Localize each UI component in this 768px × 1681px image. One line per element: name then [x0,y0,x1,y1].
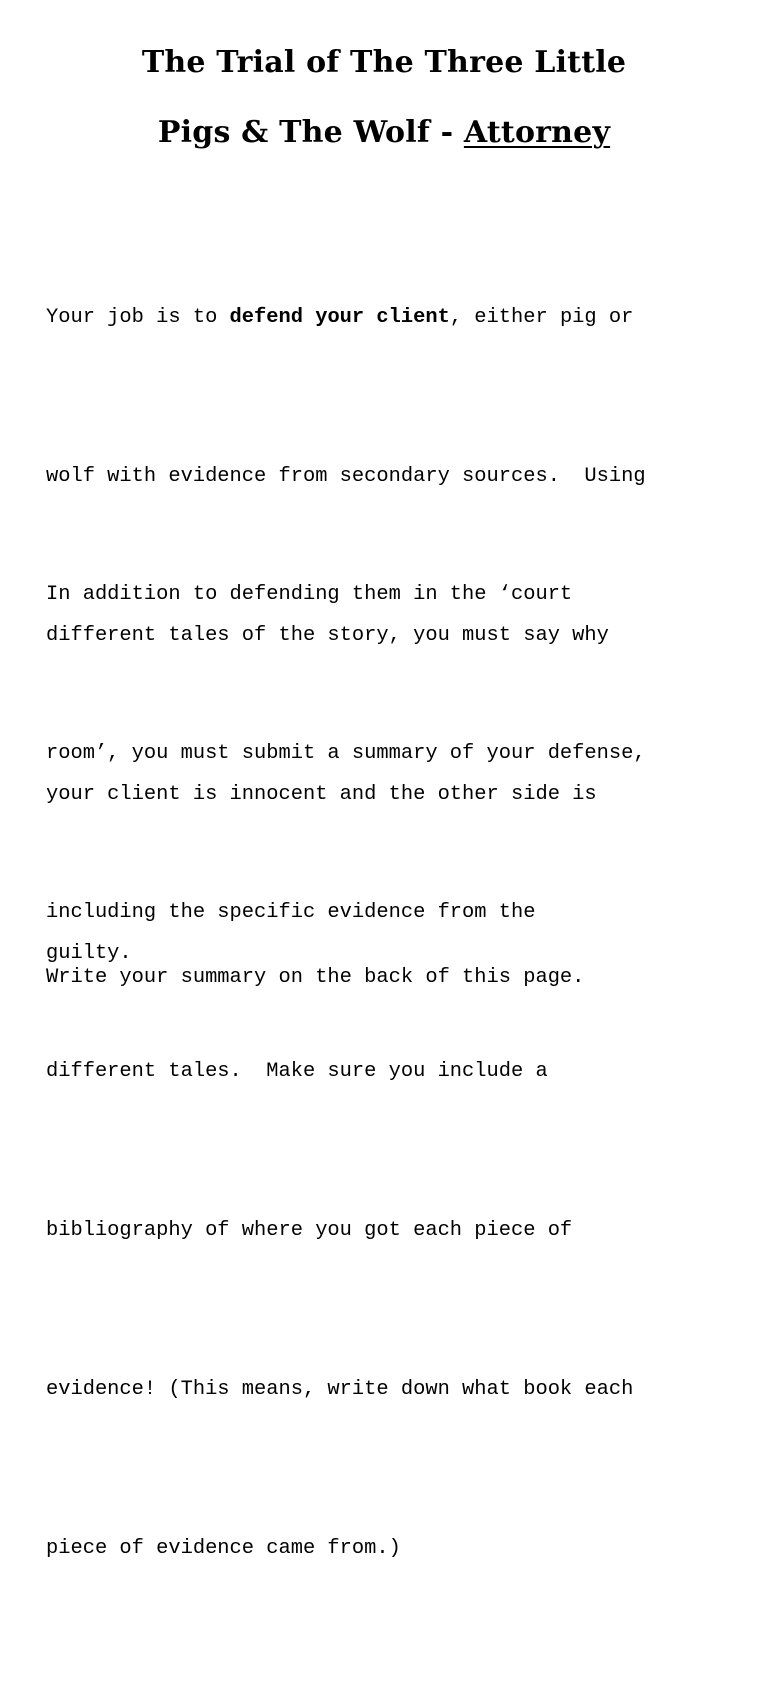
paragraph-line: room’, you must submit a summary of your defense, [46,742,646,765]
title-text: The Trial of The Three Little [141,45,627,80]
title-text-prefix: Pigs & The Wolf - [157,115,464,150]
paragraph-line: different tales. Make sure you include a [46,1060,548,1083]
emphasis-text: defend your client [229,306,450,329]
instructions-paragraph-3 [46,845,746,1110]
page-title-line-2 [0,115,768,150]
text-run: Your job is to [46,306,230,329]
paragraph-line: different tales of the story, you must say why [46,624,609,647]
paragraph-line: Write your summary on the back of this page. [46,966,585,989]
paragraph-line: wolf with evidence from secondary sources. Using [46,465,646,488]
paragraph-line: including the specific evidence from the [46,901,536,924]
paragraph-line: evidence! (This means, write down what book each [46,1378,634,1401]
paragraph-line [46,291,746,344]
paragraph-line: In addition to defending them in the ‘court [46,583,573,606]
title-role-label: Attorney [463,115,611,150]
text-run: , either pig or [449,306,634,329]
paragraph-line: bibliography of where you got each piece of [46,1219,573,1242]
paragraph-line: piece of evidence came from.) [46,1537,401,1560]
paragraph-line: guilty. [46,942,132,965]
page-title-line-1 [0,45,768,80]
paragraph-line: your client is innocent and the other side is [46,783,597,806]
